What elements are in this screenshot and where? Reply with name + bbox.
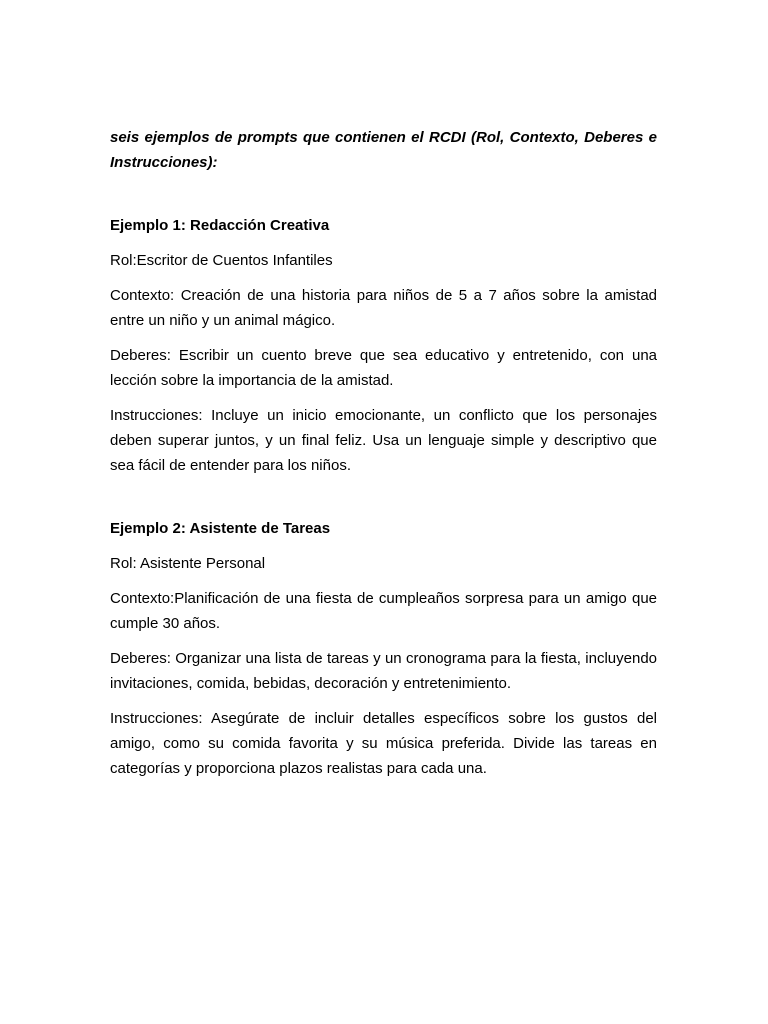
example-1-section	[110, 213, 657, 478]
example-1-deberes: Deberes: Escribir un cuento breve que sea educativo y entretenido, con una lección sobre la importancia de la amistad.	[110, 347, 657, 389]
example-2-rol: Rol: Asistente Personal	[110, 555, 266, 572]
example-1-instrucciones: Instrucciones: Incluye un inicio emocionante, un conflicto que los personajes deben superar juntos, y un final feliz. Usa un lenguaje simple y descriptivo que sea fácil de entender para los niños.	[110, 407, 657, 474]
document-page	[110, 125, 657, 791]
example-2-section	[110, 516, 657, 781]
example-1-title: Ejemplo 1: Redacción Creativa	[110, 217, 330, 234]
example-2-contexto: Contexto:Planificación de una fiesta de cumpleaños sorpresa para un amigo que cumple 30 años.	[110, 590, 657, 632]
example-1-rol: Rol:Escritor de Cuentos Infantiles	[110, 252, 333, 269]
example-2-title: Ejemplo 2: Asistente de Tareas	[110, 520, 331, 537]
example-2-deberes: Deberes: Organizar una lista de tareas y un cronograma para la fiesta, incluyendo invitaciones, comida, bebidas, decoración y entretenimiento.	[110, 650, 657, 692]
document-intro: seis ejemplos de prompts que contienen el RCDI (Rol, Contexto, Deberes e Instrucciones):	[110, 129, 657, 171]
example-1-contexto: Contexto: Creación de una historia para niños de 5 a 7 años sobre la amistad entre un niño y un animal mágico.	[110, 287, 657, 329]
example-2-instrucciones: Instrucciones: Asegúrate de incluir detalles específicos sobre los gustos del amigo, como su comida favorita y su música preferida. Divide las tareas en categorías y proporciona plazos realistas para cada una.	[110, 710, 657, 777]
